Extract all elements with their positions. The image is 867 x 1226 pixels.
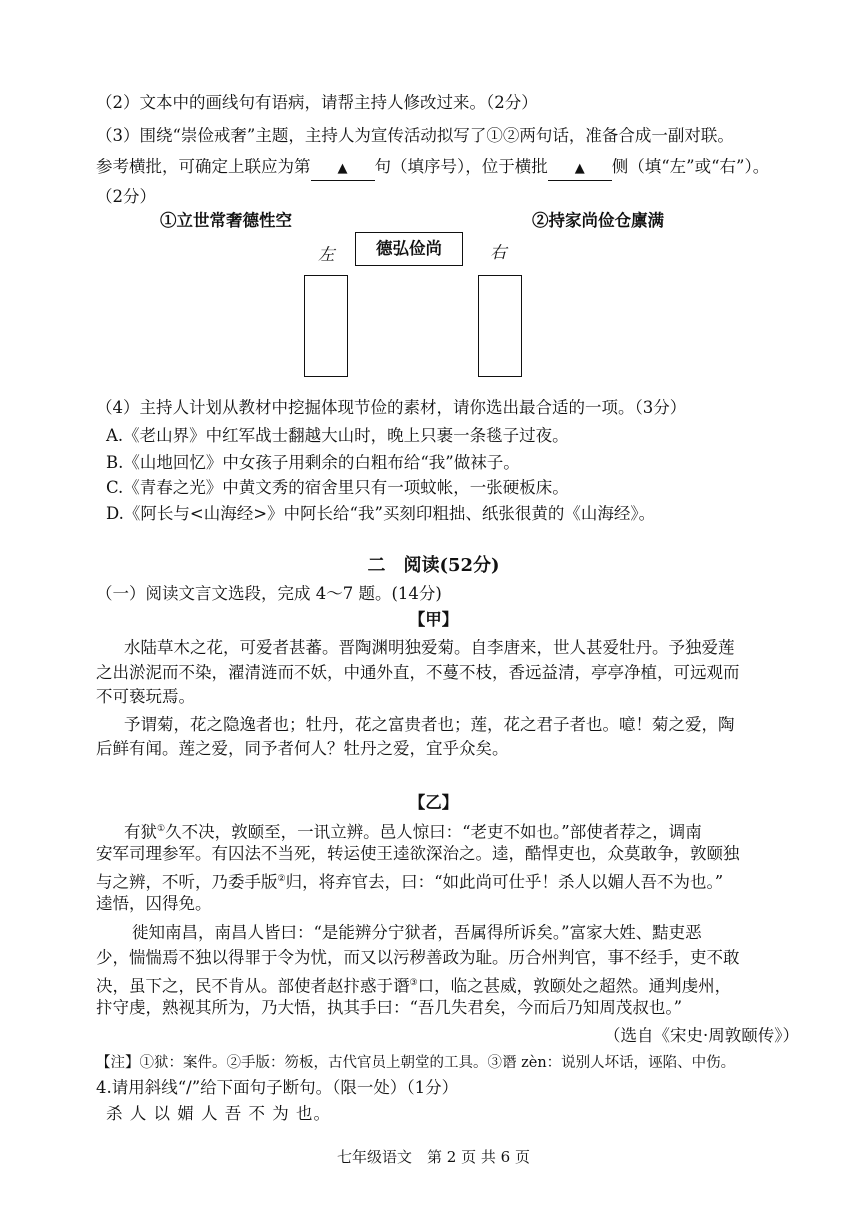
yi-line-2: 安军司理参军。有囚法不当死，转运使王逵欲深治之。逵，酷悍吏也，众莫敢争，敦颐独 [96, 844, 740, 863]
footnote-text: 【注】①狱：案件。②手版：笏板，古代官员上朝堂的工具。③谮 zèn：说别人坏话，诬陷、中伤。 [96, 1055, 736, 1071]
q3-3-text-b: 句（填序号），位于横批 [374, 157, 548, 176]
section-heading: 二 阅读(52分) [367, 555, 500, 576]
jia-line-1: 水陆草木之花，可爱者甚蕃。晋陶渊明独爱菊。自李唐来，世人甚爱牡丹。予独爱莲 [124, 638, 735, 657]
footnote-mark-2: ② [277, 874, 286, 884]
left-label: 左 [318, 245, 335, 264]
right-label: 右 [490, 243, 507, 262]
left-couplet-box[interactable] [304, 275, 348, 377]
q4-option-c[interactable]: C.《青春之光》中黄文秀的宿舍里只有一项蚊帐，一张硬板床。 [106, 478, 569, 497]
couplet-line-1: ①立世常奢德性空 [160, 211, 292, 230]
yi-label: 【乙】 [408, 793, 459, 812]
yi-line-1 [124, 818, 702, 844]
footnote-mark-1: ① [157, 824, 166, 834]
q3-2-line: （2）文本中的画线句有语病，请帮主持人修改过来。（2分） [96, 93, 538, 112]
right-couplet-box[interactable] [478, 275, 522, 377]
banner-box [355, 232, 463, 266]
yi-line-4: 逵悟，囚得免。 [96, 894, 212, 913]
triangle-marker-icon: ▲ [337, 161, 348, 176]
yi-line-7-b: 口，临之甚威，敦颐处之超然。通判虔州， [417, 976, 732, 996]
banner-text: 德弘俭尚 [376, 239, 442, 258]
yi-line-3-b: 归，将弃官去，曰：“如此尚可仕乎！杀人以媚人吾不为也。” [285, 872, 724, 892]
sentence-to-punctuate[interactable]: 杀 人 以 媚 人 吾 不 为 也。 [106, 1104, 331, 1123]
q4b-stem: 4.请用斜线“/”给下面句子断句。（限一处）（1分） [96, 1078, 459, 1097]
answer-blank-1[interactable] [311, 156, 375, 181]
yi-line-7-a: 决，虽下之，民不肯从。部使者赵抃惑于谮 [96, 976, 410, 996]
q3-3-score: （2分） [96, 187, 156, 206]
q4-option-d[interactable]: D.《阿长与<山海经>》中阿长给“我”买刻印粗拙、纸张很黄的《山海经》。 [106, 504, 656, 523]
answer-blank-2[interactable] [548, 156, 612, 181]
yi-line-6: 少，惴惴焉不独以得罪于令为忧，而又以污秽善政为耻。历合州判官，事不经手，吏不敢 [96, 948, 740, 967]
q3-3-text-c: 侧（填“左”或“右”）。 [611, 157, 770, 176]
q3-3-text-a: 参考横批，可确定上联应为第 [96, 157, 311, 176]
q3-3-line2 [96, 156, 769, 181]
q3-3-line1: （3）围绕“崇俭戒奢”主题，主持人为宣传活动拟写了①②两句话，准备合成一副对联。 [96, 126, 734, 145]
q4-stem: （4）主持人计划从教材中挖掘体现节俭的素材，请你选出最合适的一项。（3分） [96, 398, 687, 417]
section-intro: （一）阅读文言文选段，完成 4～7 题。(14分) [96, 584, 442, 603]
q4-option-a[interactable]: A.《老山界》中红军战士翻越大山时，晚上只裹一条毯子过夜。 [106, 426, 569, 445]
jia-line-5: 后鲜有闻。莲之爱，同予者何人？牡丹之爱，宜乎众矣。 [96, 739, 509, 758]
jia-line-4: 予谓菊，花之隐逸者也；牡丹，花之富贵者也；莲，花之君子者也。噫！菊之爱，陶 [124, 715, 735, 734]
q4-option-b[interactable]: B.《山地回忆》中女孩子用剩余的白粗布给“我”做袜子。 [106, 453, 520, 472]
couplet-line-2: ②持家尚俭仓廪满 [532, 211, 664, 230]
jia-line-3: 不可亵玩焉。 [96, 687, 195, 706]
yi-line-8: 抃守虔，熟视其所为，乃大悟，执其手曰：“吾几失君矣，今而后乃知周茂叔也。” [96, 998, 683, 1017]
yi-line-3 [96, 868, 723, 894]
yi-line-5: 徙知南昌，南昌人皆曰：“是能辨分宁狱者，吾属得所诉矣。”富家大姓、黠吏恶 [132, 923, 702, 942]
jia-label: 【甲】 [408, 610, 459, 629]
yi-line-1-a: 有狱 [124, 822, 157, 842]
yi-line-3-a: 与之辨，不听，乃委手版 [96, 872, 278, 892]
yi-line-1-b: 久不决，敦颐至，一讯立辨。邑人惊曰：“老吏不如也。”部使者荐之，调南 [165, 822, 702, 842]
footnote-mark-3: ③ [409, 978, 418, 988]
triangle-marker-icon: ▲ [574, 161, 585, 176]
jia-line-2: 之出淤泥而不染，濯清涟而不妖，中通外直，不蔓不枝，香远益清，亭亭净植，可远观而 [96, 663, 740, 682]
yi-line-7 [96, 972, 731, 998]
source-citation: （选自《宋史·周敦颐传》） [604, 1026, 799, 1045]
page-footer: 七年级语文 第 2 页 共 6 页 [337, 1148, 530, 1166]
